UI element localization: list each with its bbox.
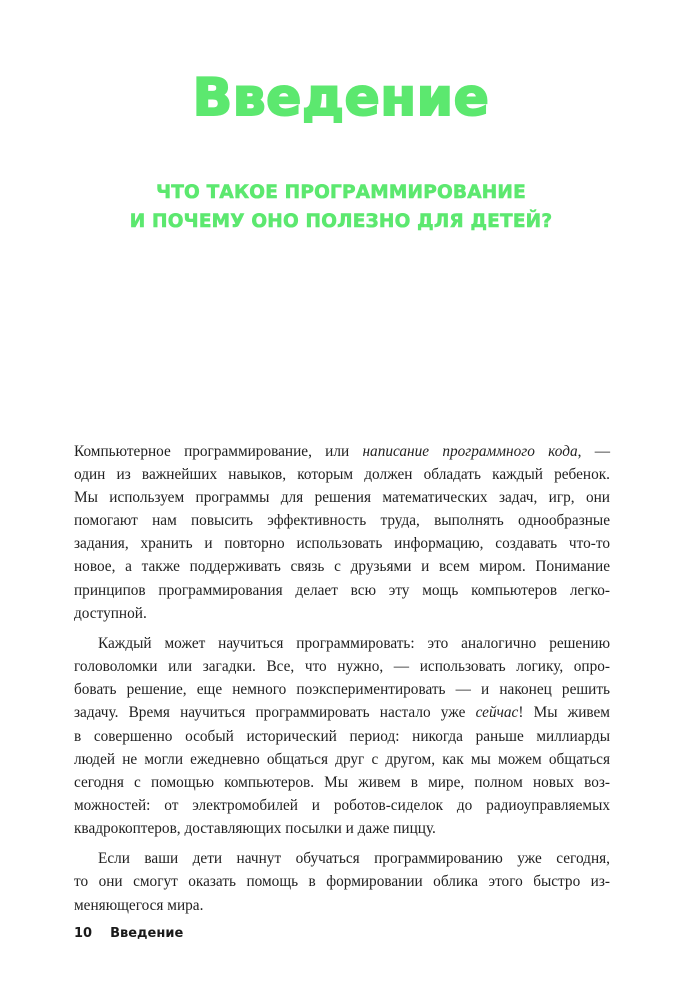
text-run: ! Мы живем xyxy=(518,704,610,722)
page-footer xyxy=(74,926,183,941)
text-line: Если ваши дети начнут обучаться программированию уже сегодня, xyxy=(98,850,610,868)
text-line: помогают нам повысить эффективность труда, выполнять однообразные xyxy=(74,512,610,530)
paragraph-3 xyxy=(74,847,610,916)
text-line: задания, хранить и повторно использовать информацию, создавать что-то xyxy=(74,535,610,553)
text-line xyxy=(74,701,610,724)
text-line: принципов программирования делает всю эту мощь компьютеров легко- xyxy=(74,581,610,599)
text-line: в совершенно особый исторический период: никогда раньше миллиарды xyxy=(74,727,610,745)
text-line: бовать решение, еще немного поэкспериментировать — и наконец решить xyxy=(74,681,610,699)
page-number: 10 xyxy=(74,926,93,941)
text-run: , — xyxy=(577,443,610,460)
subtitle-line: И ПОЧЕМУ ОНО ПОЛЕЗНО ДЛЯ ДЕТЕЙ? xyxy=(129,211,553,232)
text-line: меняющегося мира. xyxy=(74,896,204,914)
paragraph-1 xyxy=(74,440,610,625)
text-line: головоломки или загадки. Все, что нужно, — использовать логику, опро- xyxy=(74,658,610,676)
text-line: доступной. xyxy=(74,604,147,622)
chapter-title: Введение xyxy=(192,68,490,128)
text-line: один из важнейших навыков, которым должен обладать каждый ребенок. xyxy=(74,466,610,484)
paragraph-2 xyxy=(74,632,610,840)
text-line: новое, а также поддерживать связь с друзьями и всем миром. Понимание xyxy=(74,558,610,576)
text-line: сегодня с помощью компьютеров. Мы живем в мире, полном новых воз- xyxy=(74,773,610,791)
text-line: Каждый может научиться программировать: это аналогично решению xyxy=(98,635,610,653)
text-run: задачу. Время научиться программировать настало уже xyxy=(74,704,476,722)
text-line: то они смогут оказать помощь в формировании облика этого быстро из- xyxy=(74,873,610,891)
body-text xyxy=(74,440,610,917)
text-line: можностей: от электромобилей и роботов-сиделок до радиоуправляемых xyxy=(74,796,610,814)
text-line xyxy=(74,440,610,463)
text-line: людей не могли ежедневно общаться друг с другом, как мы можем общаться xyxy=(74,750,610,768)
emphasis-text: написание программного кода xyxy=(362,443,578,460)
subtitle-line: ЧТО ТАКОЕ ПРОГРАММИРОВАНИЕ xyxy=(156,182,526,203)
emphasis-text: сейчас xyxy=(475,704,519,722)
running-footer-title: Введение xyxy=(110,926,184,941)
text-line: квадрокоптеров, доставляющих посылки и даже пиццу. xyxy=(74,819,436,837)
chapter-subtitle xyxy=(0,178,682,236)
text-run: Компьютерное программирование, или xyxy=(74,443,363,460)
text-line: Мы используем программы для решения математических задач, игр, они xyxy=(74,489,610,507)
